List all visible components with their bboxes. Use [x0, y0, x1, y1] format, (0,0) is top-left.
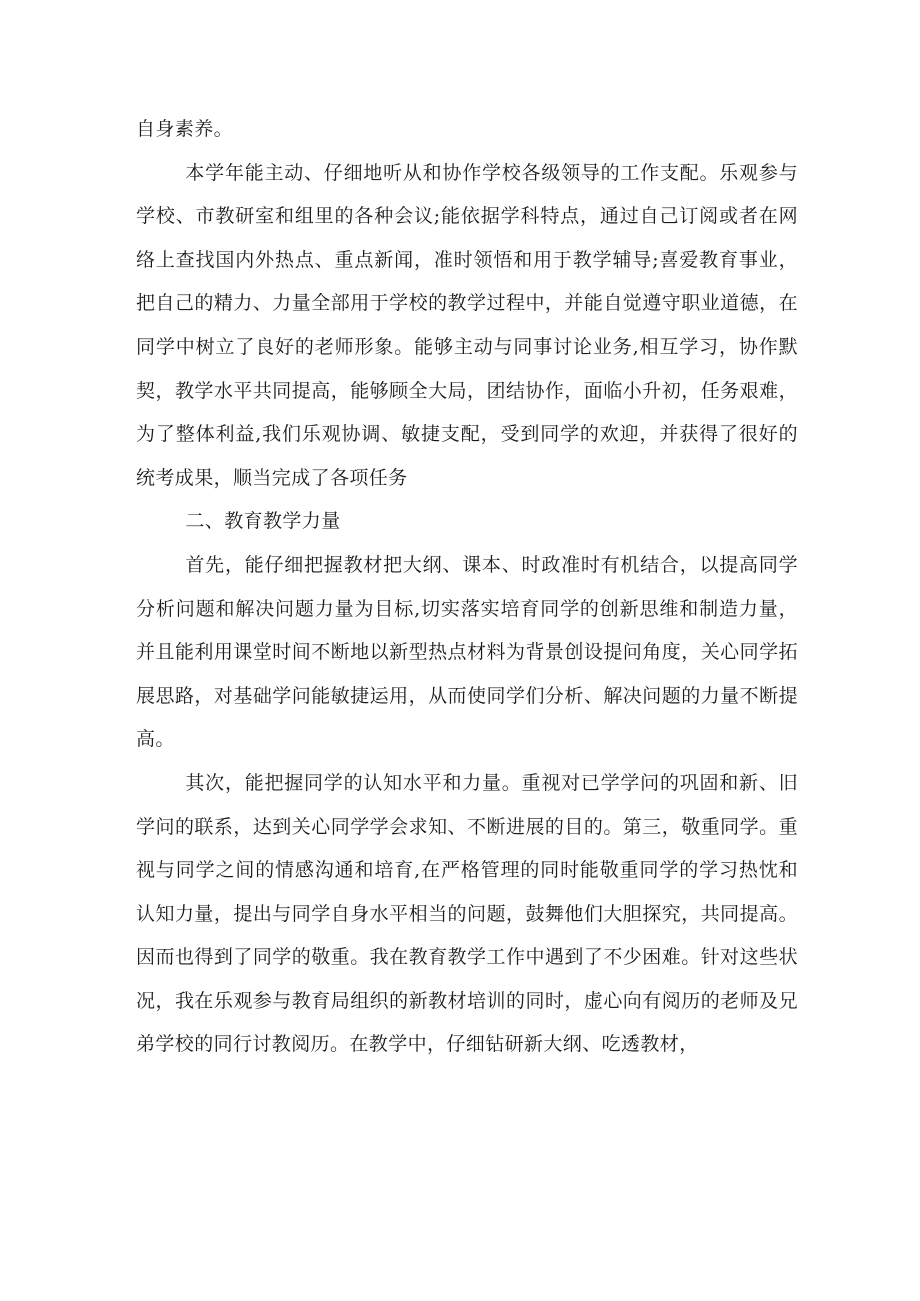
paragraph-continuation: 自身素养。 [136, 118, 234, 140]
document-body [136, 108, 798, 1067]
section-heading-teaching-ability: 二、教育教学力量 [185, 510, 341, 533]
paragraph-work-attitude: 本学年能主动、仔细地听从和协作学校各级领导的工作支配。乐观参与学校、市教研室和组里的各种会议;能依据学科特点，通过自己订阅或者在网络上查找国内外热点、重点新闻，准时领悟和用于教学辅导;喜爱教育事业，把自己的精力、力量全部用于学校的教学过程中，并能自觉遵守职业道德，在同学中树立了良好的老师形象。能够主动与同事讨论业务,相互学习，协作默契，教学水平共同提高，能够顾全大局，团结协作，面临小升初，任务艰难，为了整体利益,我们乐观协调、敏捷支配，受到同学的欢迎，并获得了很好的统考成果，顺当完成了各项任务 [136, 161, 798, 489]
paragraph-firstly: 首先，能仔细把握教材把大纲、课本、时政准时有机结合，以提高同学分析问题和解决问题力量为目标,切实落实培育同学的创新思维和制造力量，并且能利用课堂时间不断地以新型热点材料为背景创设提问角度，关心同学拓展思路，对基础学问能敏捷运用，从而使同学们分析、解决问题的力量不断提高。 [136, 553, 798, 751]
paragraph-secondly: 其次，能把握同学的认知水平和力量。重视对已学学问的巩固和新、旧学问的联系，达到关心同学学会求知、不断进展的目的。第三，敬重同学。重视与同学之间的情感沟通和培育,在严格管理的同时能敬重同学的学习热忱和认知力量，提出与同学自身水平相当的问题，鼓舞他们大胆探究，共同提高。因而也得到了同学的敬重。我在教育教学工作中遇到了不少困难。针对这些状况，我在乐观参与教育局组织的新教材培训的同时，虚心向有阅历的老师及兄弟学校的同行讨教阅历。在教学中，仔细钻研新大纲、吃透教材， [136, 771, 798, 1056]
